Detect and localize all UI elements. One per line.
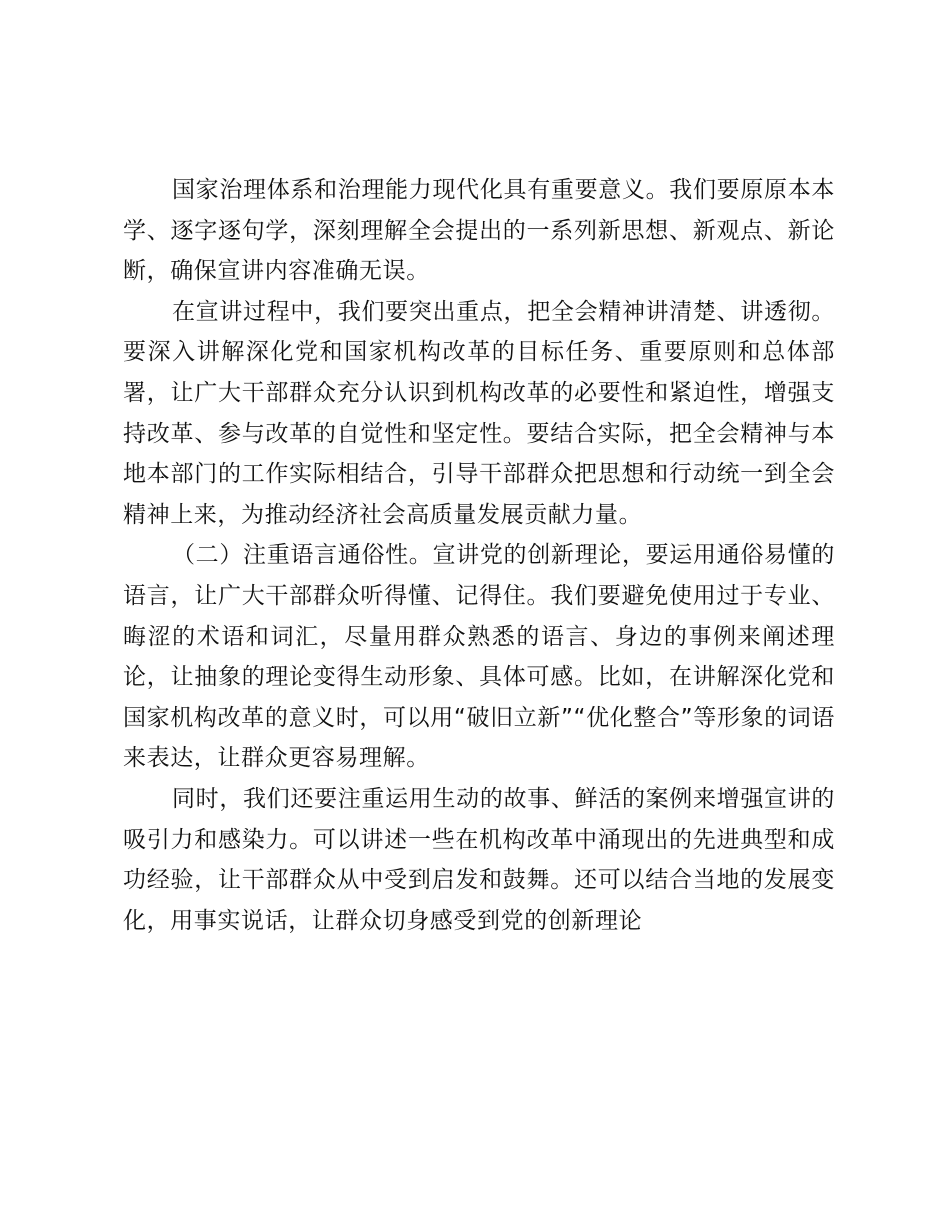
paragraph-1: 国家治理体系和治理能力现代化具有重要意义。我们要原原本本学、逐字逐句学，深刻理解全会提出的一系列新思想、新观点、新论断，确保宣讲内容准确无误。 — [123, 177, 835, 285]
paragraph-4: 同时，我们还要注重运用生动的故事、鲜活的案例来增强宣讲的吸引力和感染力。可以讲述一些在机构改革中涌现出的先进典型和成功经验，让干部群众从中受到启发和鼓舞。还可以结合当地的发展变化，用事实说话，让群众切身感受到党的创新理论 — [123, 785, 835, 934]
document-body — [123, 170, 835, 941]
paragraph-2: 在宣讲过程中，我们要突出重点，把全会精神讲清楚、讲透彻。要深入讲解深化党和国家机构改革的目标任务、重要原则和总体部署，让广大干部群众充分认识到机构改革的必要性和紧迫性，增强支持改革、参与改革的自觉性和坚定性。要结合实际，把全会精神与本地本部门的工作实际相结合，引导干部群众把思想和行动统一到全会精神上来，为推动经济社会高质量发展贡献力量。 — [123, 298, 835, 528]
paragraph-3: （二）注重语言通俗性。宣讲党的创新理论，要运用通俗易懂的语言，让广大干部群众听得懂、记得住。我们要避免使用过于专业、晦涩的术语和词汇，尽量用群众熟悉的语言、身边的事例来阐述理论，让抽象的理论变得生动形象、具体可感。比如，在讲解深化党和国家机构改革的意义时，可以用“破旧立新”“优化整合”等形象的词语来表达，让群众更容易理解。 — [123, 542, 835, 772]
